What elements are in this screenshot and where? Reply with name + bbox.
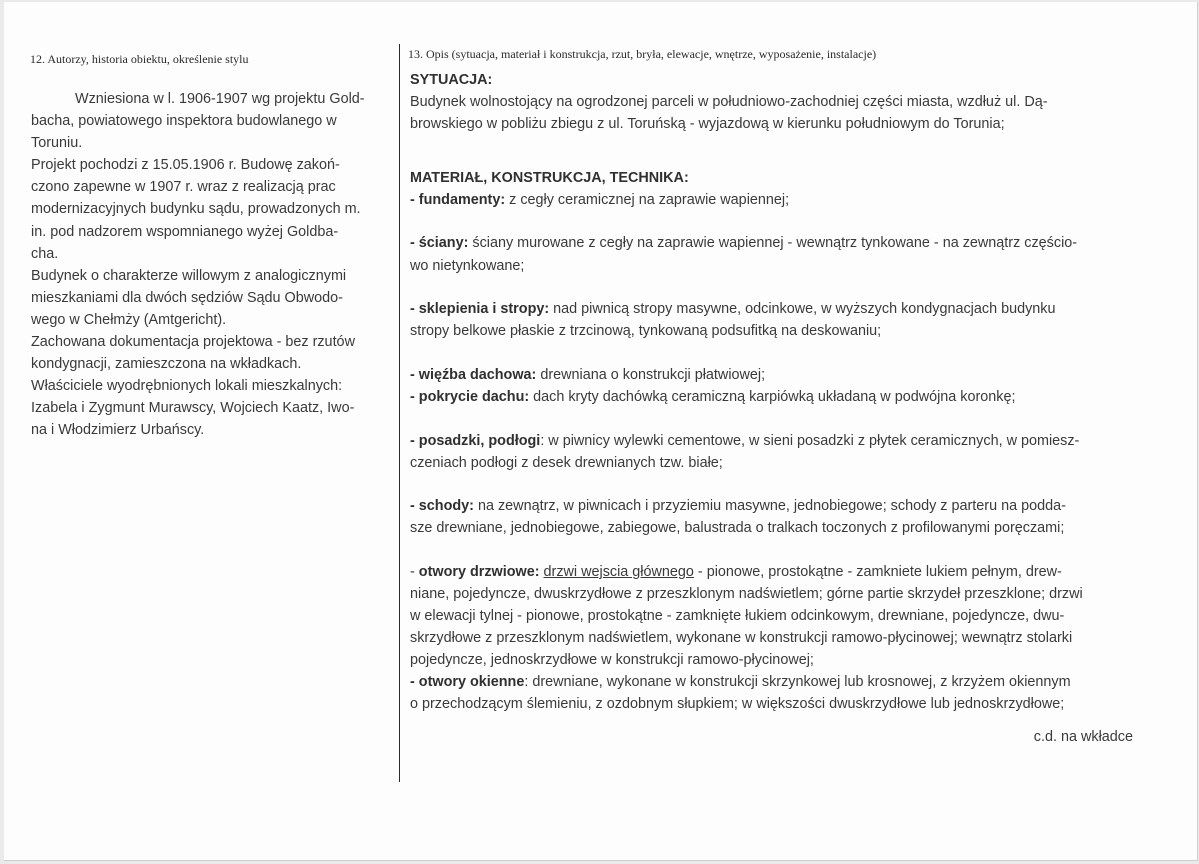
sklepienia-line: stropy belkowe płaskie z trzcinową, tynkowaną podsufitką na deskowaniu; [410,323,882,340]
sklepienia-item [410,298,1183,320]
sklepienia-text: nad piwnicą stropy masywne, odcinkowe, w wyższych kondygnacjach budynku [549,301,1056,318]
history-line: in. pod nadzorem wspomnianego wyżej Goldba- [31,223,339,240]
history-column [31,88,396,442]
fundamenty-item [410,189,1183,211]
description-column [410,69,1183,748]
drzwi-item [410,561,1183,583]
column-divider [399,44,400,782]
sytuacja-heading: SYTUACJA: [410,72,493,88]
section-12-header: 12. Autorzy, historia obiektu, określenie stylu [30,52,249,66]
okienne-line: o przechodzącym ślemieniu, z ozdobnym słupkiem; w większości dwuskrzydłowe lub jednoskrzydłowe; [410,696,1065,713]
history-line: cha. [31,245,59,262]
sytuacja-line: Budynek wolnostojący na ogrodzonej parceli w południowo-zachodniej części miasta, wzdłuż ul. Dą- [410,94,1048,111]
sciany-line: wo nietynkowane; [410,257,525,274]
sytuacja-line: browskiego w pobliżu zbiegu z ul. Toruńską - wyjazdową w kierunku południowym do Torunia; [410,116,1005,133]
history-line: Właściciele wyodrębnionych lokali mieszkalnych: [31,378,343,395]
document-sheet [4,2,1198,861]
history-line: bacha, powiatowego inspektora budowlanego w [31,113,337,130]
section-13-header: 13. Opis (sytuacja, materiał i konstrukcja, rzut, bryła, elewacje, wnętrze, wyposażenie, instalacje) [408,47,877,61]
history-line: Izabela i Zygmunt Murawscy, Wojciech Kaatz, Iwo- [31,400,355,417]
drzwi-line: pojedyncze, jednoskrzydłowe w konstrukcji ramowo-płycinowej; [410,652,814,669]
wiezba-item [410,364,1183,386]
okienne-text: : drewniane, wykonane w konstrukcji skrzynkowej lub krosnowej, z krzyżem okiennym [524,674,1071,691]
posadzki-line: czeniach podłogi z desek drewnianych tzw. białe; [410,454,723,471]
okienne-item [410,671,1183,693]
drzwi-label: otwory drzwiowe: [418,563,540,580]
history-line: kondygnacji, zamieszczona na wkładkach. [31,356,302,373]
history-line: czono zapewne w 1907 r. wraz z realizacją prac [31,179,336,196]
sciany-label: - ściany: [410,235,469,252]
fundamenty-label: - fundamenty: [410,191,506,208]
history-line: na i Włodzimierz Urbańscy. [31,422,205,439]
fundamenty-text: z cegły ceramicznej na zaprawie wapiennej; [505,191,790,208]
schody-text: na zewnątrz, w piwnicach i przyziemiu masywne, jednobiegowe; schody z parteru na podda- [473,498,1066,515]
drzwi-prefix: - [410,563,419,580]
sciany-item [410,232,1183,254]
posadzki-label: - posadzki, podłogi [410,432,541,449]
schody-label: - schody: [410,498,474,515]
drzwi-line: niane, pojedyncze, dwuskrzydłowe z przeszklonym nadświetlem; górne partie skrzydeł przeszklone; drzwi [410,586,1083,602]
history-line: Wzniesiona w l. 1906-1907 wg projektu Gold- [75,91,365,107]
schody-item [410,495,1183,517]
pokrycie-label: - pokrycie dachu: [410,388,530,405]
continued-note: c.d. na wkładce [1033,728,1133,745]
history-line: Projekt pochodzi z 15.05.1906 r. Budowę zakoń- [31,157,340,174]
drzwi-line: w elewacji tylnej - pionowe, prostokątne - zamknięte łukiem odcinkowym, drewniane, pojedyncze, dwu- [410,608,1065,625]
drzwi-main-entrance: drzwi wejscia głównego [543,563,694,580]
wiezba-label: - więźba dachowa: [410,366,537,383]
material-heading: MATERIAŁ, KONSTRUKCJA, TECHNIKA: [410,169,689,186]
sklepienia-label: - sklepienia i stropy: [410,301,550,318]
okienne-label: - otwory okienne [410,674,525,691]
drzwi-text: - pionowe, prostokątne - zamkniete lukiem pełnym, drew- [693,563,1062,580]
pokrycie-text: dach kryty dachówką ceramiczną karpiówką układaną w podwójna koronkę; [529,388,1016,405]
posadzki-item [410,430,1183,452]
history-line: Zachowana dokumentacja projektowa - bez rzutów [31,334,355,351]
history-line: mieszkaniami dla dwóch sędziów Sądu Obwodo- [31,289,343,306]
wiezba-text: drewniana o konstrukcji płatwiowej; [536,366,766,383]
schody-line: sze drewniane, jednobiegowe, zabiegowe, balustrada o tralkach toczonych z profilowanymi poręczami; [410,520,1065,537]
drzwi-line: skrzydłowe z przeszklonym nadświetlem, wykonane w konstrukcji ramowo-płycinowej; wewnątrz stolarki [410,630,1073,647]
history-line: Budynek o charakterze willowym z analogicznymi [31,267,347,284]
sciany-text: ściany murowane z cegły na zaprawie wapiennej - wewnątrz tynkowane - na zewnątrz częścio- [468,235,1078,252]
pokrycie-item [410,386,1183,408]
history-line: wego w Chełmży (Amtgericht). [31,311,227,328]
history-line: modernizacyjnych budynku sądu, prowadzonych m. [31,201,361,218]
posadzki-text: : w piwnicy wylewki cementowe, w sieni posadzki z płytek ceramicznych, w pomiesz- [540,432,1080,449]
history-line: Toruniu. [31,135,83,152]
